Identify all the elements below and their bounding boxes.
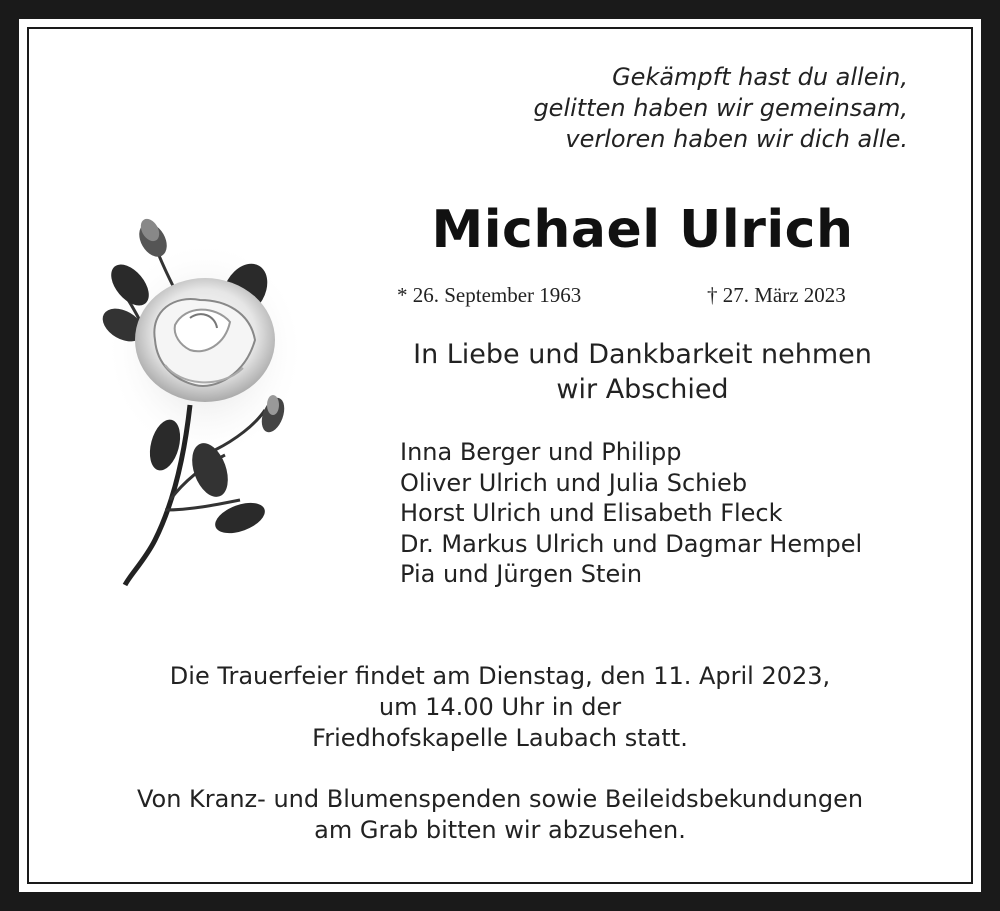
deceased-name: Michael Ulrich: [431, 200, 854, 260]
condolence-request: [60, 784, 940, 846]
service-line: Die Trauerfeier findet am Dienstag, den 11. April 2023,: [169, 662, 831, 690]
motto-line: gelitten haben wir gemeinsam,: [533, 94, 908, 122]
mourners-list: [400, 437, 862, 590]
mourner-entry: Pia und Jürgen Stein: [400, 560, 643, 588]
birth-date: * 26. September 1963: [397, 283, 582, 307]
motto-line: Gekämpft hast du allein,: [612, 63, 908, 91]
funeral-service-info: [100, 661, 900, 754]
motto-verse: [430, 62, 930, 155]
motto-line: verloren haben wir dich alle.: [565, 125, 908, 153]
mourner-entry: Horst Ulrich und Elisabeth Fleck: [400, 499, 783, 527]
request-line: am Grab bitten wir abzusehen.: [314, 816, 686, 844]
mourner-entry: Oliver Ulrich und Julia Schieb: [400, 468, 748, 497]
farewell-line: wir Abschied: [556, 374, 729, 405]
request-line: Von Kranz- und Blumenspenden sowie Beileidsbekundungen: [136, 785, 864, 813]
farewell-line: In Liebe und Dankbarkeit nehmen: [413, 339, 872, 370]
rose-illustration: [95, 200, 305, 590]
service-line: Friedhofskapelle Laubach statt.: [312, 724, 688, 752]
death-date: † 27. März 2023: [707, 283, 846, 307]
service-line: um 14.00 Uhr in der: [378, 693, 622, 721]
mourner-entry: Inna Berger und Philipp: [400, 438, 682, 466]
farewell-text: [370, 337, 915, 407]
mourner-entry: Dr. Markus Ulrich und Dagmar Hempel: [400, 529, 863, 558]
